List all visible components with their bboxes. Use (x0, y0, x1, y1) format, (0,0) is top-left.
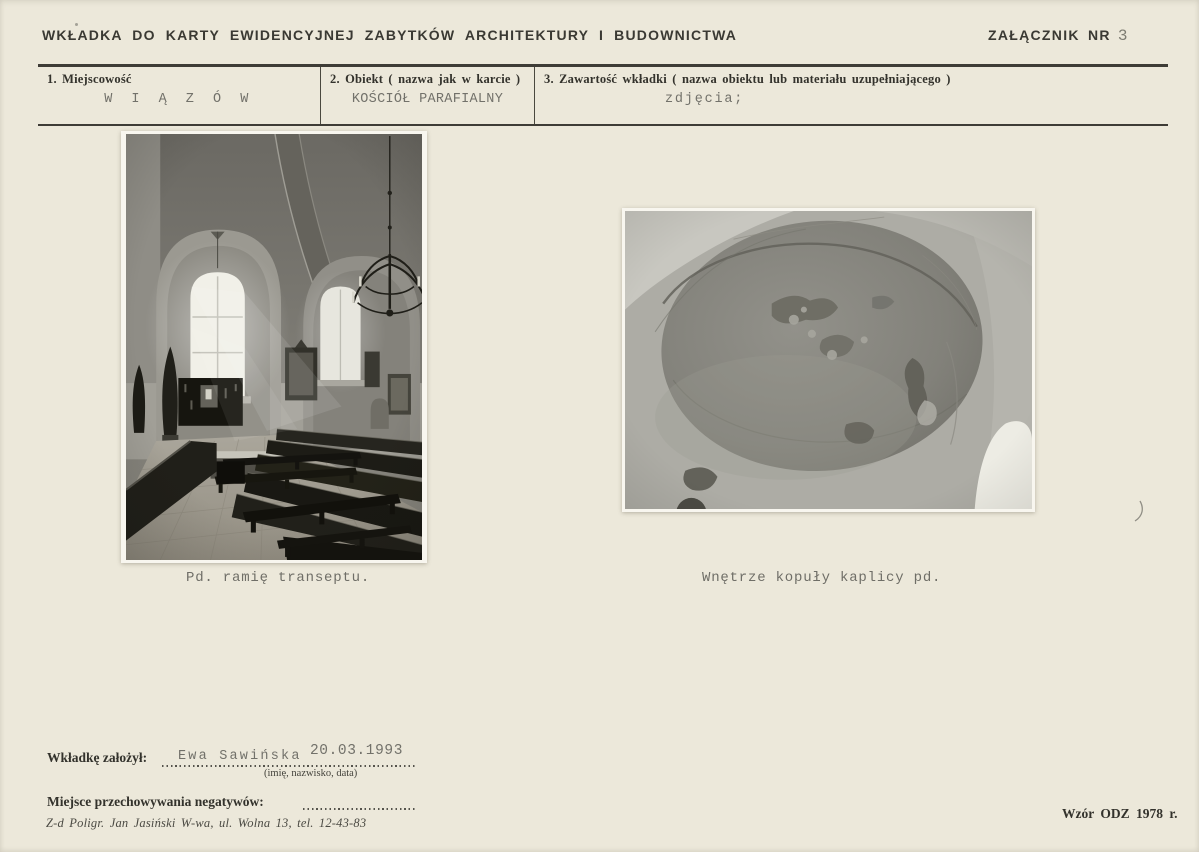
caption-dome: Wnętrze kopuły kaplicy pd. (702, 570, 942, 586)
field-locality (38, 67, 321, 124)
field-locality-label: 1. Miejscowość (47, 72, 132, 86)
negatives-label: Miejsce przechowywania negatywów: (47, 794, 264, 809)
founder-name: Ewa Sawińska (178, 749, 302, 764)
page-title: WKŁADKA DO KARTY EWIDENCYJNEJ ZABYTKÓW ARCHITEKTURY I BUDOWNICTWA (42, 27, 738, 43)
church-interior-illustration (126, 134, 422, 560)
field-contents-label: 3. Zawartość wkładki ( nazwa obiektu lub materiału uzupełniającego ) (544, 72, 951, 86)
scan-curl-mark (1128, 498, 1150, 524)
founder-hint: (imię, nazwisko, data) (264, 768, 358, 779)
field-contents (535, 67, 1168, 124)
form-code: Wzór ODZ 1978 r. (1062, 806, 1178, 821)
founder-label: Wkładkę założył: (47, 750, 148, 765)
field-object (321, 67, 535, 124)
photo-transept-interior (121, 131, 427, 563)
fields-table (38, 64, 1168, 126)
dome-interior-illustration (625, 211, 1032, 509)
scan-speck (75, 23, 78, 26)
field-object-value: KOŚCIÓŁ PARAFIALNY (351, 92, 504, 107)
negatives-dotted-line (303, 808, 416, 810)
photo-dome-interior (622, 208, 1035, 512)
field-contents-value: zdjęcia; (665, 92, 745, 107)
field-object-label: 2. Obiekt ( nazwa jak w karcie ) (330, 72, 521, 86)
founder-date: 20.03.1993 (310, 743, 404, 759)
attachment-header (988, 27, 1129, 45)
field-locality-value: W I Ą Z Ó W (104, 92, 254, 107)
caption-transept: Pd. ramię transeptu. (186, 570, 371, 586)
print-shop-info: Z-d Poligr. Jan Jasiński W-wa, ul. Wolna 13, tel. 12-43-83 (46, 816, 367, 830)
founder-dotted-line (162, 765, 416, 767)
attachment-label: ZAŁĄCZNIK NR (988, 27, 1111, 43)
attachment-number: 3 (1117, 27, 1129, 45)
